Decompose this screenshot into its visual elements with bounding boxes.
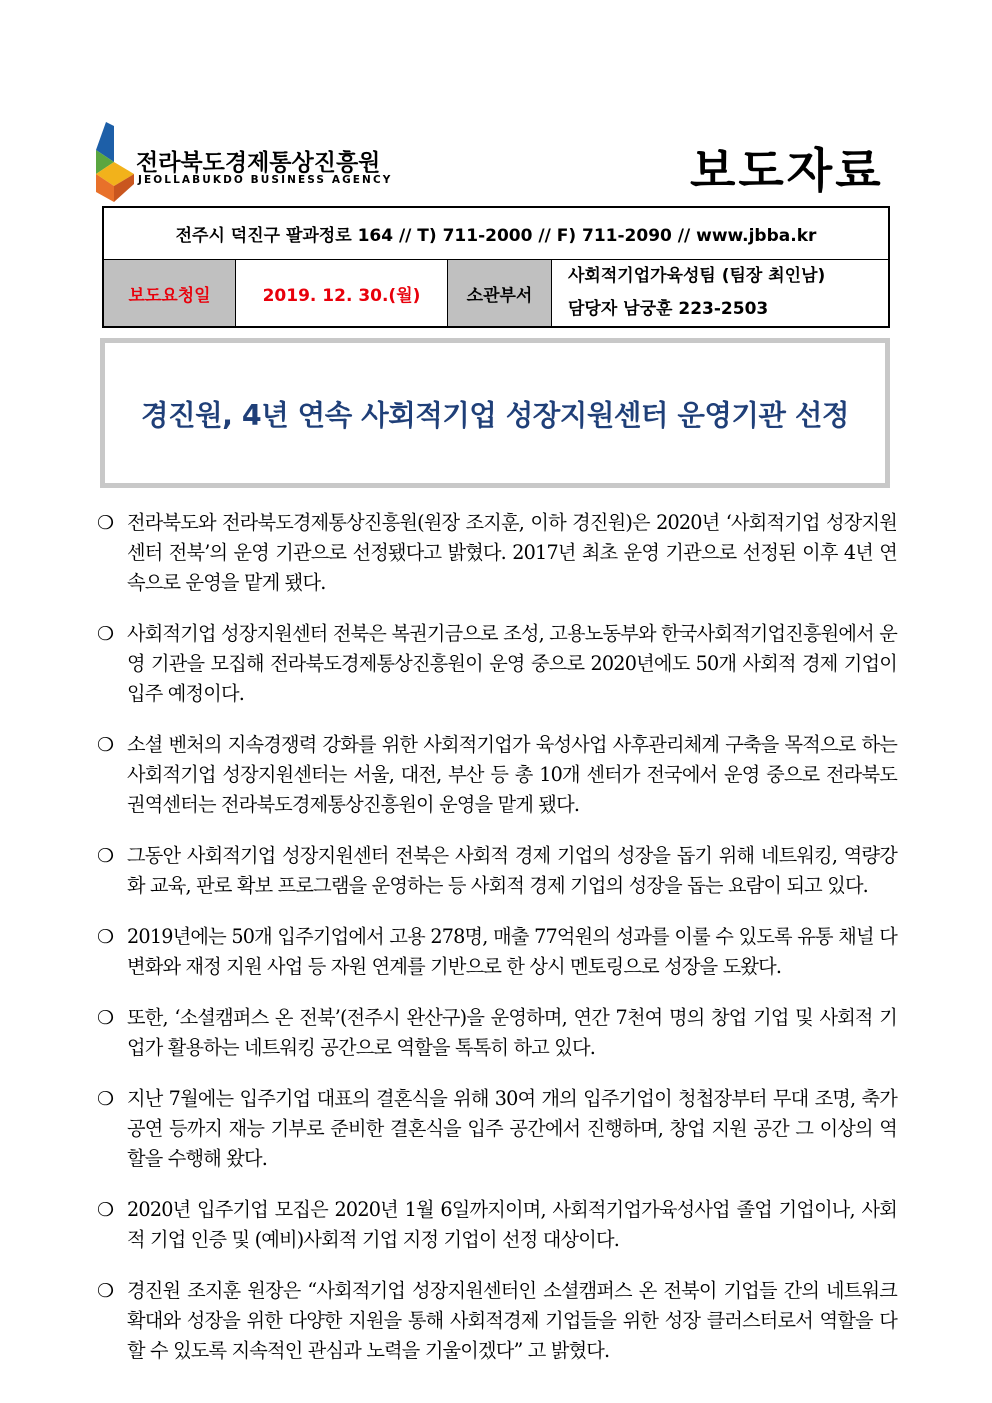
body-paragraphs	[97, 508, 897, 1366]
paragraph	[97, 619, 897, 709]
paragraph	[97, 841, 897, 901]
org-name-english: JEOLLABUKDO BUSINESS AGENCY	[138, 174, 393, 186]
request-date-label: 보도요청일	[104, 260, 236, 326]
paragraph	[97, 508, 897, 598]
paragraph	[97, 1084, 897, 1174]
paragraph	[97, 922, 897, 982]
bullet-circle-icon: ❍	[97, 845, 114, 867]
paragraph-text: 또한, ‘소셜캠퍼스 온 전북’(전주시 완산구)을 운영하며, 연간 7천여 명의 창업 기업 및 사회적 기업가 활용하는 네트워킹 공간으로 역할을 톡톡히 하고 있다.	[127, 1006, 897, 1059]
paragraph	[97, 1003, 897, 1063]
department-info	[552, 260, 888, 326]
bullet-circle-icon: ❍	[97, 512, 114, 534]
paragraph-text: 사회적기업 성장지원센터 전북은 복권기금으로 조성, 고용노동부와 한국사회적기업진흥원에서 운영 기관을 모집해 전라북도경제통상진흥원이 운영 중으로 2020년에도 50개 사회적 경제 기업이 입주 예정이다.	[127, 622, 897, 705]
bullet-circle-icon: ❍	[97, 623, 114, 645]
paragraph	[97, 1276, 897, 1366]
request-date: 2019. 12. 30.(월)	[236, 260, 448, 326]
paragraph-text: 소셜 벤처의 지속경쟁력 강화를 위한 사회적기업가 육성사업 사후관리체계 구축을 목적으로 하는 사회적기업 성장지원센터는 서울, 대전, 부산 등 총 10개 센터가 전국에서 운영 중으로 전라북도 권역센터는 전라북도경제통상진흥원이 운영을 맡게 됐다.	[127, 733, 897, 816]
headline-box	[100, 338, 890, 488]
paragraph	[97, 1195, 897, 1255]
bullet-circle-icon: ❍	[97, 1280, 114, 1302]
paragraph-text: 2019년에는 50개 입주기업에서 고용 278명, 매출 77억원의 성과를 이룰 수 있도록 유통 채널 다변화와 재정 지원 사업 등 자원 연계를 기반으로 한 상시 멘토링으로 성장을 도왔다.	[127, 925, 897, 978]
contact-line: 전주시 덕진구 팔과정로 164 // T) 711-2000 // F) 711-2090 // www.jbba.kr	[104, 208, 888, 260]
headline: 경진원, 4년 연속 사회적기업 성장지원센터 운영기관 선정	[141, 398, 849, 432]
paragraph-text: 경진원 조지훈 원장은 “사회적기업 성장지원센터인 소셜캠퍼스 온 전북이 기업들 간의 네트워크 확대와 성장을 위한 다양한 지원을 통해 사회적경제 기업들을 위한 성장 클러스터로서 역할을 다할 수 있도록 지속적인 관심과 노력을 기울이겠다” 고 밝혔다.	[127, 1279, 897, 1362]
org-name-korean: 전라북도경제통상진흥원	[136, 150, 381, 176]
bullet-circle-icon: ❍	[97, 1199, 114, 1221]
document-type-title: 보도자료	[690, 144, 884, 199]
paragraph	[97, 730, 897, 820]
department-name: 사회적기업가육성팀 (팀장 최인남)	[568, 266, 826, 286]
bullet-circle-icon: ❍	[97, 734, 114, 756]
paragraph-text: 전라북도와 전라북도경제통상진흥원(원장 조지훈, 이하 경진원)은 2020년 ‘사회적기업 성장지원센터 전북’의 운영 기관으로 선정됐다고 밝혔다. 2017년 최초 운영 기관으로 선정된 이후 4년 연속으로 운영을 맡게 됐다.	[127, 511, 897, 594]
bullet-circle-icon: ❍	[97, 1088, 114, 1110]
paragraph-text: 그동안 사회적기업 성장지원센터 전북은 사회적 경제 기업의 성장을 돕기 위해 네트워킹, 역량강화 교육, 판로 확보 프로그램을 운영하는 등 사회적 경제 기업의 성장을 돕는 요람이 되고 있다.	[127, 844, 897, 897]
info-row	[104, 260, 888, 326]
agency-logo-mark-icon	[92, 122, 136, 202]
paragraph-text: 2020년 입주기업 모집은 2020년 1월 6일까지이며, 사회적기업가육성사업 졸업 기업이나, 사회적 기업 인증 및 (예비)사회적 기업 지정 기업이 선정 대상이다.	[127, 1198, 897, 1251]
department-label: 소관부서	[448, 260, 552, 326]
paragraph-text: 지난 7월에는 입주기업 대표의 결혼식을 위해 30여 개의 입주기업이 청첩장부터 무대 조명, 축가 공연 등까지 재능 기부로 준비한 결혼식을 입주 공간에서 진행하며, 창업 지원 공간 그 이상의 역할을 수행해 왔다.	[127, 1087, 897, 1170]
agency-logo	[92, 122, 392, 202]
press-info-table	[102, 206, 890, 328]
contact-person: 담당자 남궁훈 223-2503	[568, 299, 769, 319]
bullet-circle-icon: ❍	[97, 1007, 114, 1029]
bullet-circle-icon: ❍	[97, 926, 114, 948]
